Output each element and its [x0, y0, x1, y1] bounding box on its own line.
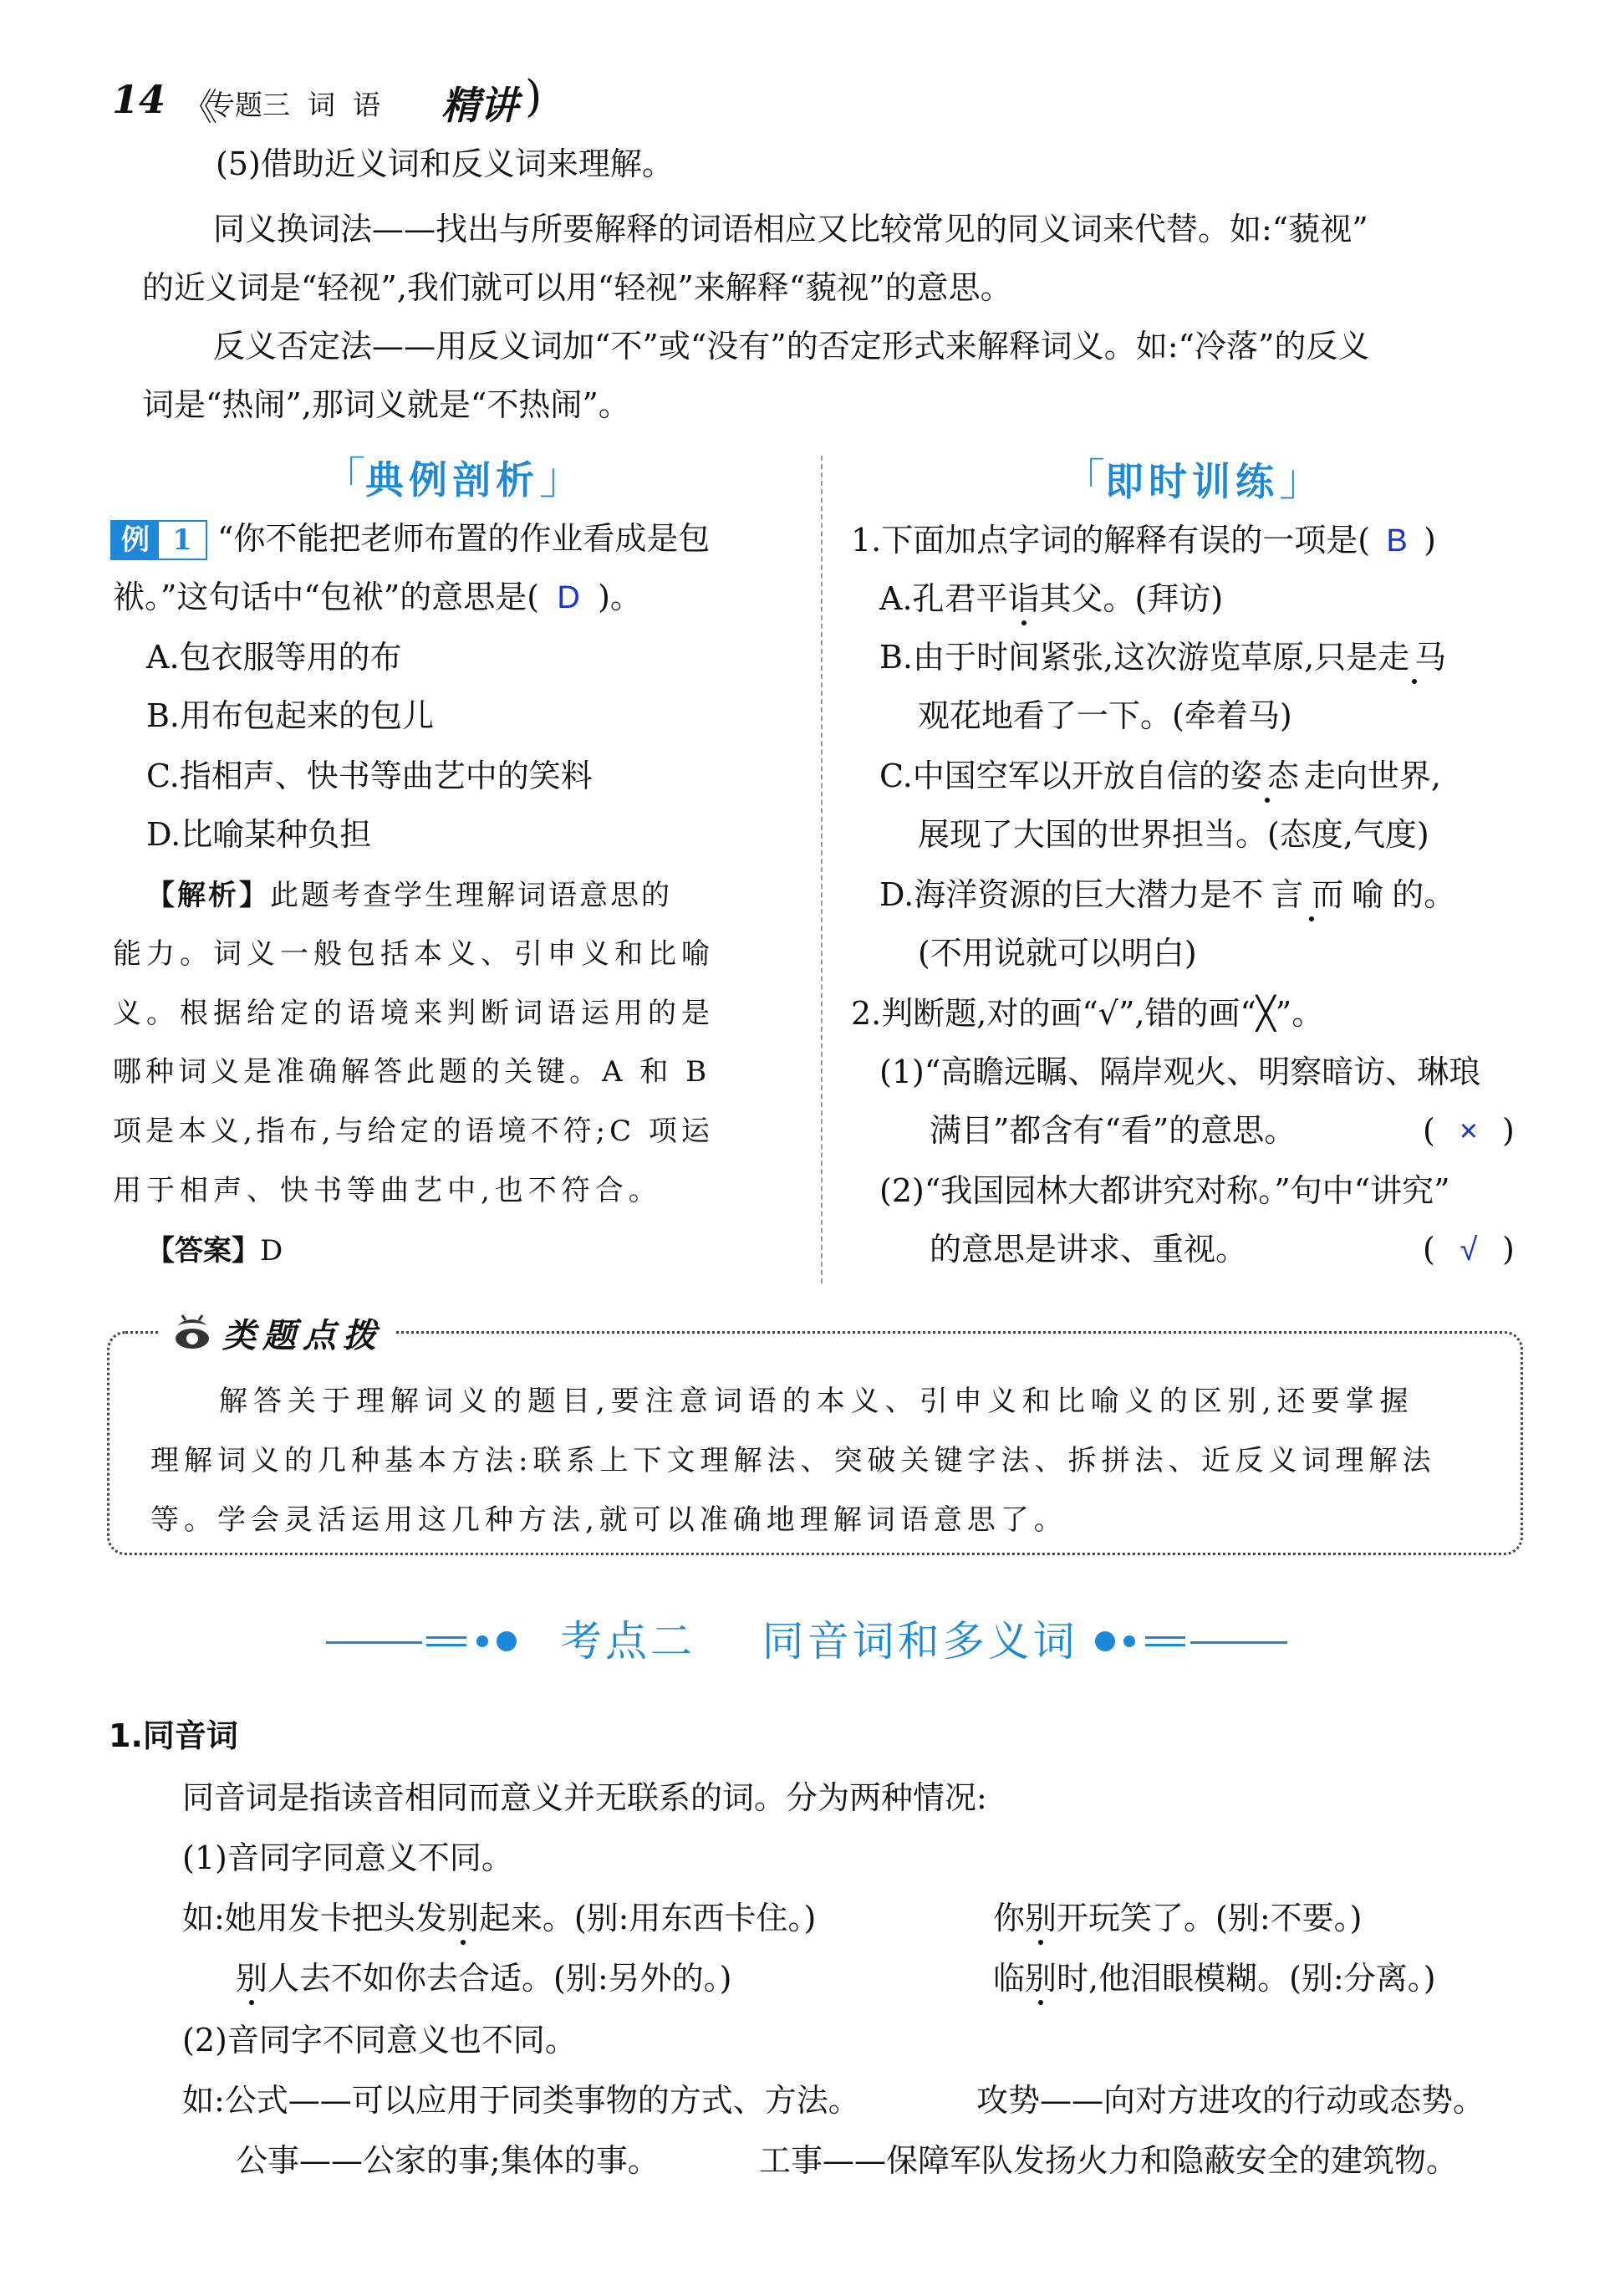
- tip-header: [159, 1309, 395, 1356]
- example-question-2: 袱。”这句话中“包袱”的意思是( D )。: [113, 575, 642, 620]
- drill-option-c-2: 展现了大国的世界担当。(态度,气度): [918, 816, 1429, 853]
- example-3: 别人去不如你去合适。(别:另外的。): [236, 1957, 731, 2000]
- drill-q1: 1.下面加点字词的解释有误的一项是( B ): [851, 518, 1436, 563]
- answer-label: 【答案】: [146, 1234, 260, 1268]
- intro-p1a: 同义换词法——找出与所要解释的词语相应又比较常见的同义词来代替。如:“藐视”: [213, 211, 1368, 247]
- example-answer: D: [557, 580, 580, 615]
- heading-dot-large-left: [497, 1631, 517, 1651]
- intro-item5: (5)借助近义词和反义词来理解。: [216, 145, 674, 182]
- header-brand: 精讲: [441, 83, 518, 128]
- heading-left-rule: [326, 1641, 422, 1644]
- analysis-line-1: 【解析】此题考查学生理解词语意思的: [146, 879, 672, 912]
- header-bracket-icon: 《: [181, 86, 217, 129]
- right-section-title: 「即时训练」: [1062, 456, 1323, 506]
- left-section-title: 「典例剖析」: [322, 454, 583, 504]
- heading-dot-small-left: [476, 1635, 488, 1647]
- analysis-line-2: 能力。词义一般包括本义、引申义和比喻: [113, 937, 715, 971]
- page-header: [107, 72, 575, 135]
- tip-title: 类题点拨: [222, 1315, 383, 1355]
- tip-line-2: 理解词义的几种基本方法:联系上下文理解法、突破关键字法、拆拼法、近反义词理解法: [150, 1444, 1436, 1477]
- analysis-line-5: 项是本义,指布,与给定的语境不符;C 项运: [113, 1115, 714, 1148]
- drill-option-c-1: C.中国空军以开放自信的姿态走向世界,: [879, 754, 1441, 798]
- drill-option-a: A.孔君平诣其父。(拜访): [879, 577, 1223, 620]
- drill-option-b-1: B.由于时间紧张,这次游览草原,只是走马: [879, 635, 1451, 679]
- heading-dot-small-right: [1123, 1635, 1135, 1647]
- example-6: 攻势——向对方进攻的行动或态势。: [976, 2082, 1485, 2119]
- intro-p2b: 词是“热闹”,那词义就是“不热闹”。: [142, 386, 630, 423]
- analysis-label: 【解析】: [146, 879, 270, 912]
- header-close-bracket-icon: ): [525, 72, 543, 122]
- intro-p1b: 的近义词是“轻视”,我们就可以用“轻视”来解释“藐视”的意思。: [142, 269, 1012, 306]
- example-7: 公事——公家的事;集体的事。: [236, 2142, 660, 2179]
- drill-option-d-1: D.海洋资源的巨大潜力是不言而喻的。: [879, 873, 1455, 916]
- judge-2a: (2)“我国园林大都讲究对称。”句中“讲究”: [879, 1172, 1450, 1209]
- example-2: 你别开玩笑了。(别:不要。): [993, 1896, 1363, 1940]
- judge-1-mark: ( × ): [1423, 1112, 1515, 1149]
- judge-1a: (1)“高瞻远瞩、隔岸观火、明察暗访、琳琅: [879, 1054, 1481, 1090]
- option-a: A.包衣服等用的布: [146, 639, 402, 676]
- drill-option-b-2: 观花地看了一下。(牵着马): [918, 697, 1292, 734]
- analysis-line-3: 义。根据给定的语境来判断词语运用的是: [113, 997, 715, 1030]
- heading-right-rule: [1190, 1641, 1287, 1644]
- example-8: 工事——保障军队发扬火力和隐蔽安全的建筑物。: [759, 2142, 1459, 2179]
- judge-2b: 的意思是讲求、重视。 ( √ ): [930, 1227, 1515, 1271]
- column-divider: [821, 456, 823, 1283]
- sub1-heading: 1.同音词: [109, 1717, 238, 1754]
- example-question-1: “你不能把老师布置的作业看成是包: [217, 520, 711, 557]
- heading-dot-large-right: [1095, 1631, 1115, 1651]
- header-section: 专题三 词 语: [207, 89, 380, 121]
- answer-line: 【答案】D: [146, 1234, 283, 1268]
- page-number: 14: [112, 77, 166, 122]
- bird-icon: [171, 1314, 214, 1352]
- drill-q1-answer: B: [1386, 523, 1408, 559]
- analysis-line-4: 哪种词义是准确解答此题的关键。A 和 B: [113, 1055, 711, 1089]
- tip-line-3: 等。学会灵活运用这几种方法,就可以准确地理解词语意思了。: [150, 1503, 1067, 1537]
- example-4: 临别时,他泪眼模糊。(别:分离。): [993, 1957, 1436, 2000]
- option-c: C.指相声、快书等曲艺中的笑料: [146, 758, 593, 794]
- case1: (1)音同字同意义不同。: [182, 1839, 513, 1876]
- option-b: B.用布包起来的包儿: [146, 697, 435, 734]
- analysis-line-6: 用于相声、快书等曲艺中,也不符合。: [113, 1174, 662, 1207]
- case2: (2)音同字不同意义也不同。: [182, 2022, 577, 2059]
- example-tag: [110, 520, 207, 560]
- drill-q2: 2.判断题,对的画“√”,错的画“╳”。: [851, 995, 1324, 1032]
- judge-1b: 满目”都含有“看”的意思。 ( × ): [930, 1109, 1515, 1152]
- judge-2-mark: ( √ ): [1423, 1231, 1515, 1268]
- homophone-def: 同音词是指读音相同而意义并无联系的词。分为两种情况:: [182, 1779, 987, 1816]
- example-1: 如:她用发卡把头发别起来。(别:用东西卡住。): [182, 1896, 816, 1940]
- tip-line-1: 解答关于理解词义的题目,要注意词语的本义、引申义和比喻义的区别,还要掌握: [219, 1385, 1414, 1418]
- option-d: D.比喻某种负担: [146, 816, 372, 853]
- section2-heading: [326, 1614, 1312, 1672]
- example-tag-number: 1: [172, 523, 192, 557]
- example-tag-label: 例: [112, 522, 159, 559]
- section2-title: 考点二 同音词和多义词: [560, 1617, 1078, 1666]
- intro-p2a: 反义否定法——用反义词加“不”或“没有”的否定形式来解释词义。如:“冷落”的反义: [213, 328, 1370, 365]
- drill-option-d-2: (不用说就可以明白): [918, 935, 1197, 972]
- example-5: 如:公式——可以应用于同类事物的方式、方法。: [182, 2082, 860, 2119]
